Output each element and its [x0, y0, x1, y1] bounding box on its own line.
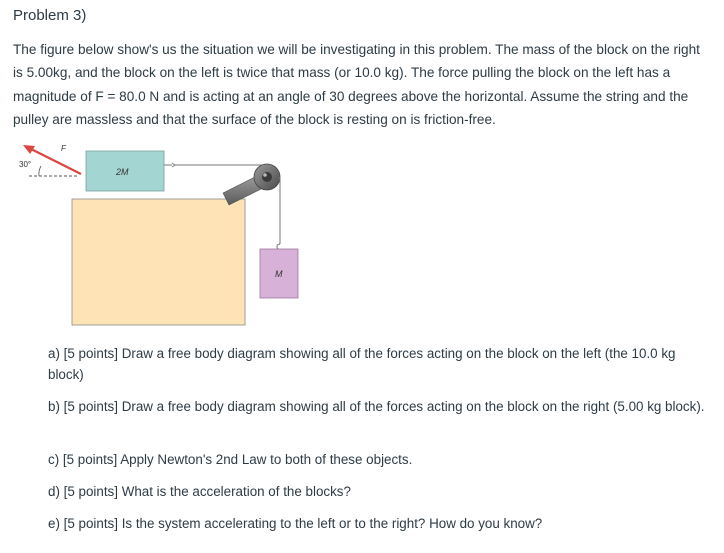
question-c: c) [5 points] Apply Newton's 2nd Law to both of these objects. — [48, 452, 413, 467]
angle-label: 30° — [19, 160, 32, 169]
pulley-hub-shine — [263, 173, 267, 177]
atwood-diagram — [15, 140, 315, 330]
problem-intro-paragraph: The figure below show's us the situation we will be investigating in this problem. The mass of the block on the right is 5.00kg, and the block on the left is twice that mass (or 10.0 kg). The force pulling the block on the left has a magnitude of F = 80.0 N and is acting at an angle of 30 degrees above the horizontal. Assume the string and the pulley are massless and that the surface of the block is resting on is friction-free. — [13, 42, 700, 127]
force-label: F — [61, 144, 66, 153]
table-block — [72, 199, 245, 325]
question-e: e) [5 points] Is the system accelerating to the left or to the right? How do you know? — [48, 516, 543, 531]
question-d: d) [5 points] What is the acceleration of the blocks? — [48, 484, 351, 499]
question-b: b) [5 points] Draw a free body diagram showing all of the forces acting on the block on the right (5.00 kg block). — [48, 399, 705, 414]
angle-arc — [39, 166, 41, 176]
question-a: a) [5 points] Draw a free body diagram showing all of the forces acting on the block on the left (the 10.0 kg block) — [48, 346, 676, 382]
hanging-block-label: M — [275, 269, 283, 279]
problem-heading: Problem 3) — [13, 7, 87, 24]
force-arrow-line — [29, 148, 81, 174]
pulley-hub — [262, 172, 272, 182]
left-block-hook — [164, 163, 175, 167]
problem-figure — [15, 140, 315, 330]
left-block-label: 2M — [116, 167, 129, 177]
